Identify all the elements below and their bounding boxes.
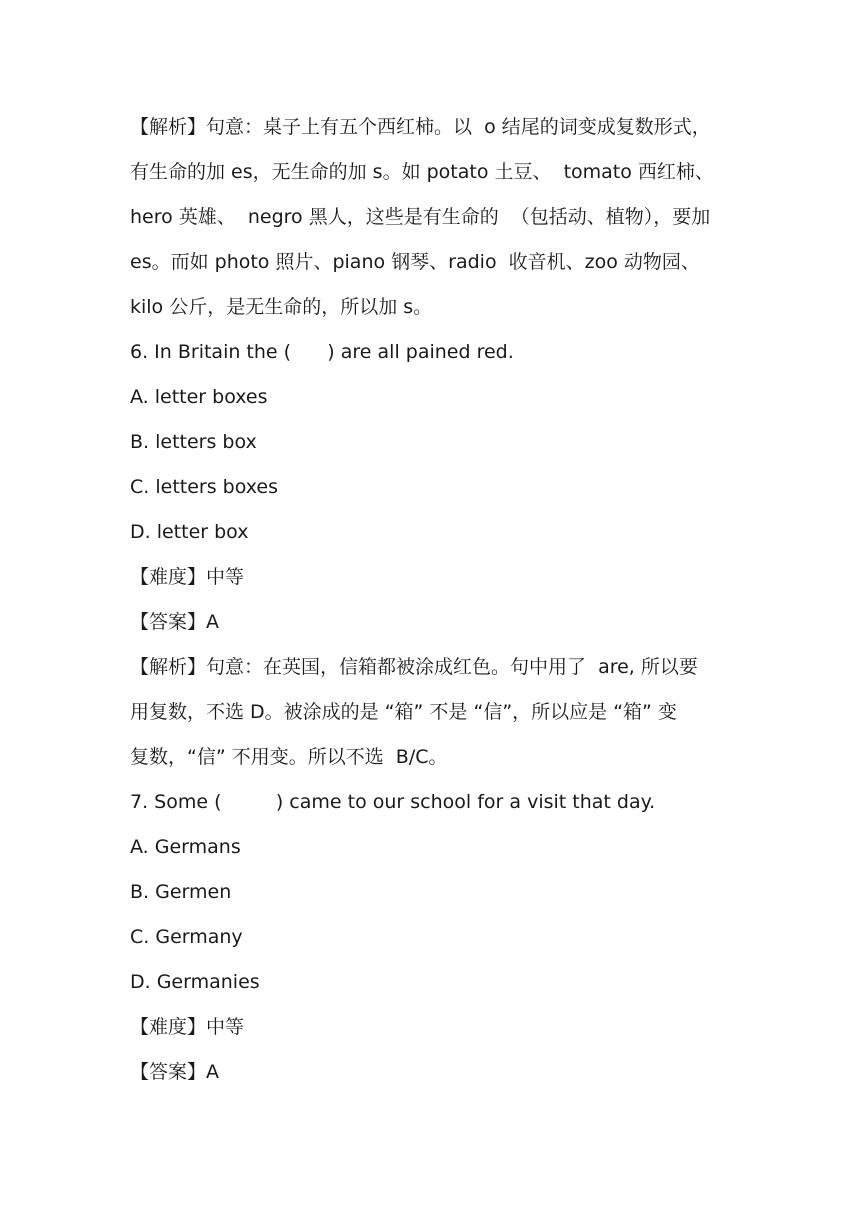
question-7-option-a: A. Germans (130, 836, 241, 858)
document-body (130, 105, 735, 1095)
analysis-5-line-1: 【解析】句意：桌子上有五个西红柿。以 o 结尾的词变成复数形式， (130, 116, 711, 138)
question-7-option-d: D. Germanies (130, 971, 260, 993)
question-6-analysis-line-3: 复数，“信” 不用变。所以不选 B/C。 (130, 746, 448, 768)
analysis-5-line-4: es。而如 photo 照片、piano 钢琴、radio 收音机、zoo 动物园、 (130, 251, 700, 273)
question-6-analysis-line-2: 用复数，不选 D。被涂成的是 “箱” 不是 “信”，所以应是 “箱” 变 (130, 701, 677, 723)
question-6-option-c: C. letters boxes (130, 476, 279, 498)
question-7-option-c: C. Germany (130, 926, 243, 948)
question-7-option-b: B. Germen (130, 881, 232, 903)
analysis-5-line-5: kilo 公斤，是无生命的，所以加 s。 (130, 296, 433, 318)
question-6-option-d: D. letter box (130, 521, 249, 543)
question-7-text: 7. Some ( ) came to our school for a visit that day. (130, 791, 656, 813)
analysis-5-line-2: 有生命的加 es，无生命的加 s。如 potato 土豆、 tomato 西红柿、 (130, 161, 714, 183)
question-6-answer: 【答案】A (130, 611, 219, 633)
question-6-analysis-line-1: 【解析】句意：在英国，信箱都被涂成红色。句中用了 are, 所以要 (130, 656, 698, 678)
question-6-difficulty: 【难度】中等 (130, 566, 245, 588)
question-6-text: 6. In Britain the ( ) are all pained red. (130, 341, 514, 363)
question-7-difficulty: 【难度】中等 (130, 1016, 245, 1038)
question-7-answer: 【答案】A (130, 1061, 219, 1083)
question-6-option-b: B. letters box (130, 431, 257, 453)
question-6-option-a: A. letter boxes (130, 386, 268, 408)
analysis-5-line-3: hero 英雄、 negro 黑人，这些是有生命的 （包括动、植物），要加 (130, 206, 711, 228)
